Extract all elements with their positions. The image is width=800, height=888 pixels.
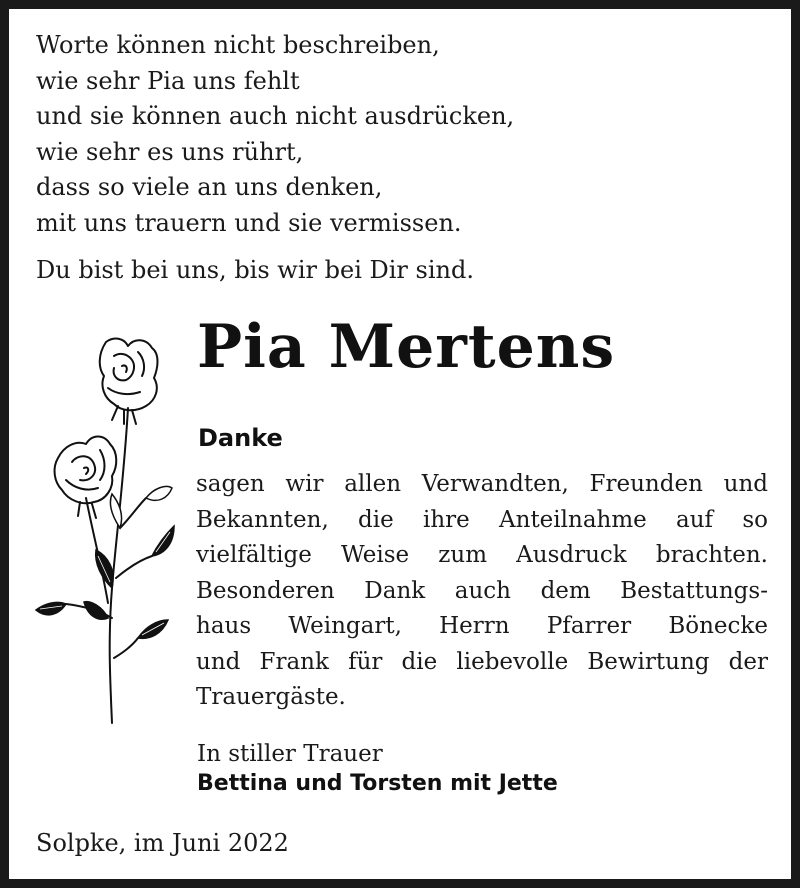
- thanks-line: Besonderen Dank auch dem Bestattungs-: [196, 577, 768, 604]
- thanks-heading: Danke: [198, 424, 283, 452]
- thanks-text: [196, 467, 768, 716]
- thanks-line: haus Weingart, Herrn Pfarrer Bönecke: [196, 613, 768, 639]
- poem-line: Worte können nicht beschreiben,: [36, 31, 440, 59]
- thanks-line: und Frank für die liebevolle Bewirtung der: [196, 648, 768, 675]
- poem-line: wie sehr Pia uns fehlt: [36, 66, 300, 95]
- poem-line: dass so viele an uns denken,: [36, 173, 383, 201]
- signature-names: Bettina und Torsten mit Jette: [197, 771, 558, 796]
- thanks-line: Bekannten, die ihre Anteilnahme auf so: [196, 506, 768, 533]
- thanks-line: vielfältige Weise zum Ausdruck brachten.: [196, 542, 768, 568]
- rose-illustration-icon: [28, 328, 176, 728]
- poem-line: mit uns trauern und sie vermissen.: [36, 208, 462, 237]
- poem-line: wie sehr es uns rührt,: [36, 137, 304, 166]
- place-date: Solpke, im Juni 2022: [36, 829, 289, 857]
- motto: Du bist bei uns, bis wir bei Dir sind.: [36, 256, 474, 284]
- poem-line: und sie können auch nicht ausdrücken,: [36, 102, 515, 130]
- deceased-name: Pia Mertens: [197, 312, 616, 382]
- thanks-line: Trauergäste.: [196, 684, 346, 710]
- poem: [36, 28, 514, 241]
- signature-intro: In stiller Trauer: [197, 741, 383, 767]
- thanks-line: sagen wir allen Verwandten, Freunden und: [196, 471, 768, 497]
